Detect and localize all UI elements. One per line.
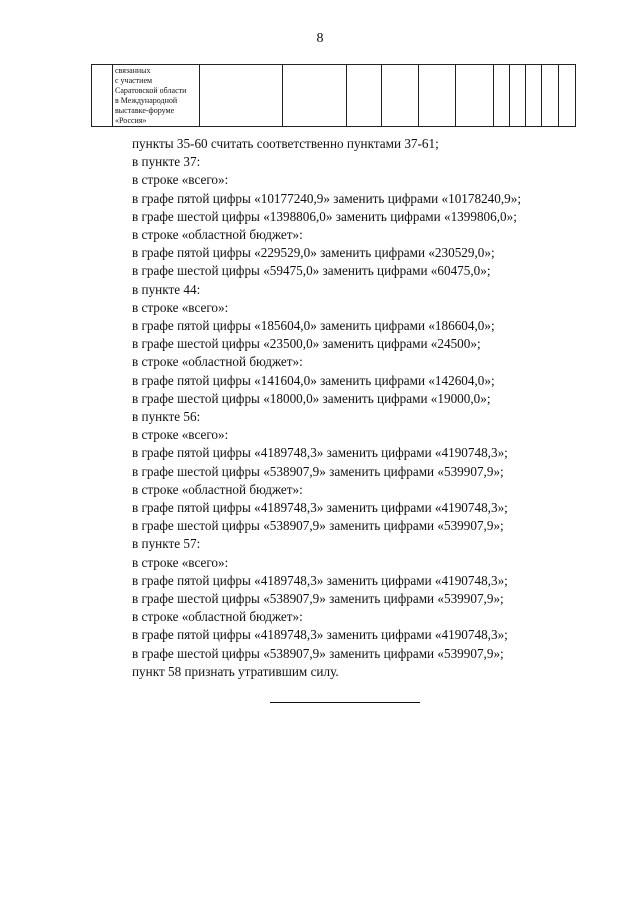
table-cell bbox=[92, 65, 113, 127]
table-cell bbox=[283, 65, 347, 127]
amendment-line: в графе пятой цифры «4189748,3» заменить цифрами «4190748,3»; bbox=[132, 445, 508, 461]
amendment-line: в строке «областной бюджет»: bbox=[132, 354, 303, 370]
amendment-line: в графе пятой цифры «4189748,3» заменить цифрами «4190748,3»; bbox=[132, 627, 508, 643]
table-cell bbox=[419, 65, 456, 127]
table-row bbox=[92, 65, 576, 127]
amendment-line: в графе пятой цифры «4189748,3» заменить цифрами «4190748,3»; bbox=[132, 500, 508, 516]
amendment-text bbox=[132, 135, 612, 681]
amendment-line: в строке «всего»: bbox=[132, 554, 229, 570]
table-cell bbox=[200, 65, 283, 127]
table-cell bbox=[347, 65, 382, 127]
table-cell bbox=[526, 65, 542, 127]
page-number: 8 bbox=[316, 31, 324, 46]
table-cell bbox=[542, 65, 559, 127]
amendment-line: в пункте 44: bbox=[132, 281, 201, 297]
amendment-line: в строке «областной бюджет»: bbox=[132, 481, 303, 497]
amendment-line: в строке «всего»: bbox=[132, 299, 229, 315]
amendment-line: в пункте 56: bbox=[132, 409, 201, 425]
table-cell bbox=[494, 65, 510, 127]
amendment-line: в строке «всего»: bbox=[132, 172, 229, 188]
amendment-line: в пункте 57: bbox=[132, 536, 201, 552]
amendment-line: в графе пятой цифры «229529,0» заменить цифрами «230529,0»; bbox=[132, 245, 495, 261]
end-of-document-rule bbox=[270, 702, 420, 703]
amendment-line: в строке «всего»: bbox=[132, 427, 229, 443]
amendment-line: в графе шестой цифры «538907,9» заменить цифрами «539907,9»; bbox=[132, 645, 504, 661]
amendment-line: в пункте 37: bbox=[132, 154, 201, 170]
amendment-line: в графе шестой цифры «1398806,0» заменить цифрами «1399806,0»; bbox=[132, 208, 517, 224]
amendment-line: в графе пятой цифры «185604,0» заменить цифрами «186604,0»; bbox=[132, 318, 495, 334]
table-cell bbox=[382, 65, 419, 127]
amendment-line: в графе пятой цифры «10177240,9» заменить цифрами «10178240,9»; bbox=[132, 190, 522, 206]
amendment-line: в графе шестой цифры «59475,0» заменить цифрами «60475,0»; bbox=[132, 263, 491, 279]
amendment-line: в строке «областной бюджет»: bbox=[132, 609, 303, 625]
amendment-line: в строке «областной бюджет»: bbox=[132, 227, 303, 243]
amendment-line: в графе шестой цифры «538907,9» заменить цифрами «539907,9»; bbox=[132, 591, 504, 607]
amendment-line: пункт 58 признать утратившим силу. bbox=[132, 663, 339, 679]
table-cell bbox=[456, 65, 494, 127]
amendment-line: в графе шестой цифры «23500,0» заменить цифрами «24500»; bbox=[132, 336, 481, 352]
amendment-line: в графе пятой цифры «4189748,3» заменить цифрами «4190748,3»; bbox=[132, 572, 508, 588]
table-cell bbox=[559, 65, 576, 127]
amendment-line: пункты 35-60 считать соответственно пунктами 37-61; bbox=[132, 136, 439, 151]
amendment-line: в графе шестой цифры «18000,0» заменить цифрами «19000,0»; bbox=[132, 390, 491, 406]
amendment-line: в графе пятой цифры «141604,0» заменить цифрами «142604,0»; bbox=[132, 372, 495, 388]
table-cell-description: связанных с участием Саратовской области в Международной выставке-форуме «Россия» bbox=[113, 65, 200, 127]
amendment-line: в графе шестой цифры «538907,9» заменить цифрами «539907,9»; bbox=[132, 518, 504, 534]
table-cell bbox=[510, 65, 526, 127]
table-fragment bbox=[91, 64, 576, 127]
amendment-line: в графе шестой цифры «538907,9» заменить цифрами «539907,9»; bbox=[132, 463, 504, 479]
